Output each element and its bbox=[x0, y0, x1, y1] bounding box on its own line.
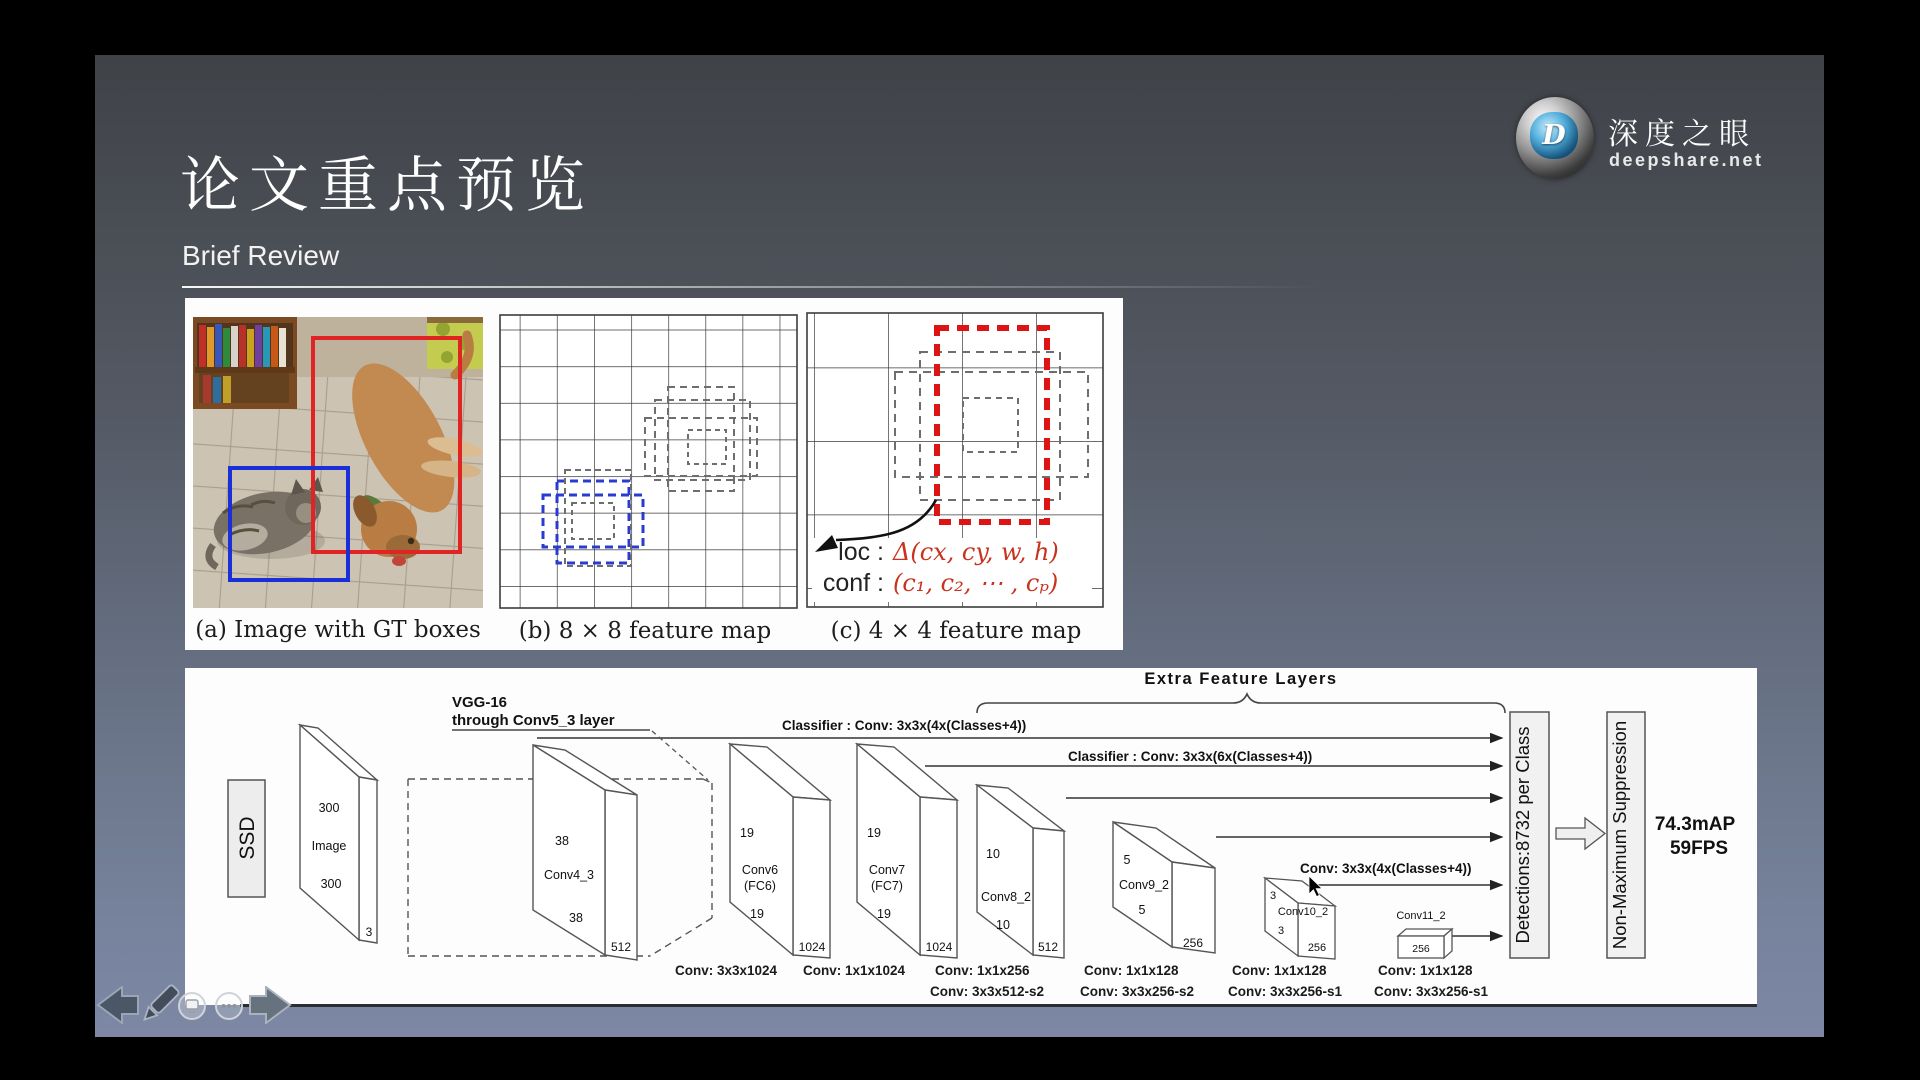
pen-icon bbox=[138, 980, 182, 1028]
bookshelf bbox=[193, 317, 297, 409]
figure-ssd-matching bbox=[185, 298, 1123, 652]
svg-text:19: 19 bbox=[877, 907, 891, 921]
svg-text:Conv8_2: Conv8_2 bbox=[980, 890, 1032, 904]
svg-text:Conv7: Conv7 bbox=[868, 863, 906, 877]
svg-text:(FC6): (FC6) bbox=[744, 879, 776, 893]
svg-text:1024: 1024 bbox=[925, 940, 953, 954]
caption-c: (c) 4 × 4 feature map bbox=[830, 618, 1082, 644]
conf-formula: (c₁, c₂, ⋯ , cₚ) bbox=[893, 569, 1059, 597]
conv11-2-label: Conv11_2 bbox=[1396, 910, 1446, 922]
ssd-label: SSD bbox=[236, 816, 259, 860]
nms-box bbox=[1607, 712, 1645, 958]
logo-brand-text: 深度之眼 bbox=[1608, 118, 1756, 151]
svg-text:Image: Image bbox=[311, 839, 347, 853]
nms-arrow-icon bbox=[1556, 818, 1605, 849]
svg-text:1024: 1024 bbox=[798, 940, 826, 954]
logo-domain-text: deepshare.net bbox=[1609, 150, 1764, 170]
photo-dog-cat bbox=[193, 317, 484, 608]
forward-arrow-icon bbox=[248, 986, 292, 1024]
logo-letter: D bbox=[1542, 120, 1566, 151]
image-block bbox=[300, 725, 377, 943]
svg-text:5: 5 bbox=[1123, 853, 1131, 867]
svg-text:(FC7): (FC7) bbox=[871, 879, 903, 893]
result-map: 74.3mAP bbox=[1654, 814, 1736, 835]
display-icon bbox=[177, 991, 207, 1021]
caption-a: (a) Image with GT boxes bbox=[195, 617, 481, 643]
svg-text:256: 256 bbox=[1307, 942, 1327, 954]
svg-text:Conv: 3x3x256-s1: Conv: 3x3x256-s1 bbox=[1228, 984, 1343, 999]
conv10-classifier-label: Conv: 3x3x(4x(Classes+4)) bbox=[1300, 861, 1472, 876]
feature-map-8x8 bbox=[500, 315, 797, 608]
pen-tool-button[interactable] bbox=[138, 980, 182, 1033]
page-subtitle: Brief Review bbox=[182, 240, 340, 271]
forward-arrow-button[interactable] bbox=[248, 986, 292, 1029]
caption-b: (b) 8 × 8 feature map bbox=[518, 618, 772, 644]
more-options-icon bbox=[214, 991, 244, 1021]
extra-feature-layers-title: Extra Feature Layers bbox=[1144, 670, 1338, 688]
ssd-label-box bbox=[228, 780, 265, 897]
svg-text:Conv: 3x3x512-s2: Conv: 3x3x512-s2 bbox=[930, 984, 1045, 999]
loc-label: loc : bbox=[838, 538, 884, 566]
svg-text:Conv: 1x1x256: Conv: 1x1x256 bbox=[935, 963, 1030, 978]
svg-text:38: 38 bbox=[555, 834, 569, 848]
back-arrow-icon bbox=[96, 986, 140, 1024]
conv7-block bbox=[857, 744, 957, 958]
svg-text:5: 5 bbox=[1138, 903, 1146, 917]
result-fps: 59FPS bbox=[1669, 838, 1729, 859]
svg-text:300: 300 bbox=[318, 801, 340, 815]
detections-box bbox=[1510, 712, 1549, 958]
conv4-3-block bbox=[533, 745, 637, 960]
conv-ops-row bbox=[675, 963, 1489, 999]
more-options-button[interactable] bbox=[214, 991, 244, 1026]
conf-label: conf : bbox=[822, 569, 884, 597]
svg-text:3: 3 bbox=[1269, 890, 1277, 902]
svg-text:10: 10 bbox=[986, 847, 1000, 861]
deepshare-logo bbox=[1516, 95, 1836, 185]
display-settings-button[interactable] bbox=[177, 991, 207, 1026]
svg-text:Conv10_2: Conv10_2 bbox=[1277, 906, 1329, 918]
svg-text:Conv: 1x1x128: Conv: 1x1x128 bbox=[1378, 963, 1473, 978]
title-separator bbox=[182, 286, 1522, 288]
svg-text:300: 300 bbox=[320, 877, 342, 891]
svg-text:3: 3 bbox=[365, 925, 373, 939]
svg-text:19: 19 bbox=[750, 907, 764, 921]
svg-text:Conv: 1x1x1024: Conv: 1x1x1024 bbox=[803, 963, 906, 978]
svg-text:19: 19 bbox=[867, 826, 881, 840]
svg-text:Conv: 1x1x128: Conv: 1x1x128 bbox=[1084, 963, 1179, 978]
svg-text:Conv: 1x1x128: Conv: 1x1x128 bbox=[1232, 963, 1327, 978]
svg-text:10: 10 bbox=[996, 918, 1010, 932]
figure-ssd-architecture bbox=[185, 668, 1757, 1007]
svg-text:512: 512 bbox=[610, 940, 632, 954]
nms-label: Non-Maximum Suppression bbox=[1609, 720, 1630, 950]
classifier2-label: Classifier : Conv: 3x3x(6x(Classes+4)) bbox=[1068, 749, 1313, 764]
yellow-mat bbox=[427, 317, 483, 369]
svg-text:Conv: 3x3x1024: Conv: 3x3x1024 bbox=[675, 963, 778, 978]
detections-label: Detections:8732 per Class bbox=[1512, 726, 1533, 944]
vgg-label-line2: through Conv5_3 layer bbox=[452, 712, 615, 729]
svg-text:19: 19 bbox=[740, 826, 754, 840]
back-arrow-button[interactable] bbox=[96, 986, 140, 1029]
classifier1-label: Classifier : Conv: 3x3x(4x(Classes+4)) bbox=[782, 718, 1027, 733]
feature-map-4x4 bbox=[807, 313, 1103, 607]
conv8-2-block bbox=[977, 785, 1064, 958]
svg-text:38: 38 bbox=[569, 911, 583, 925]
page-title: 论文重点预览 bbox=[180, 152, 594, 219]
svg-text:3: 3 bbox=[1277, 925, 1285, 937]
vgg-label-line1: VGG-16 bbox=[452, 694, 508, 711]
svg-text:Conv9_2: Conv9_2 bbox=[1118, 878, 1170, 892]
svg-text:Conv4_3: Conv4_3 bbox=[543, 868, 595, 882]
conv6-block bbox=[730, 744, 830, 958]
loc-formula: Δ(cx, cy, w, h) bbox=[893, 538, 1059, 566]
svg-text:512: 512 bbox=[1037, 940, 1059, 954]
svg-text:Conv: 3x3x256-s2: Conv: 3x3x256-s2 bbox=[1080, 984, 1195, 999]
svg-text:Conv: 3x3x256-s1: Conv: 3x3x256-s1 bbox=[1374, 984, 1489, 999]
svg-text:256: 256 bbox=[1182, 936, 1204, 950]
svg-text:Conv6: Conv6 bbox=[741, 863, 779, 877]
conv11-2-depth: 256 bbox=[1412, 943, 1430, 955]
slide-bottom-rule bbox=[240, 1004, 1757, 1007]
extra-feature-layers-brace bbox=[977, 694, 1505, 713]
